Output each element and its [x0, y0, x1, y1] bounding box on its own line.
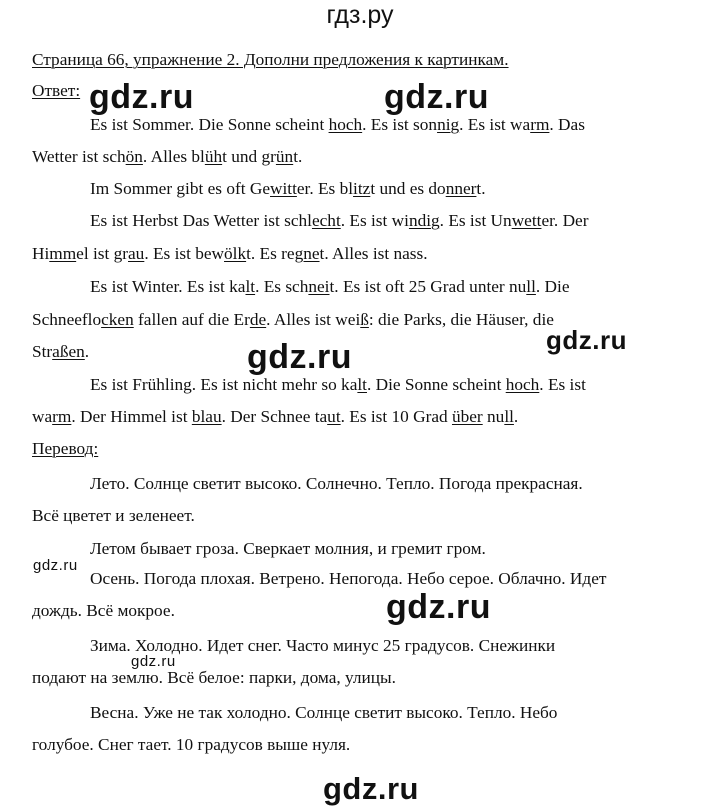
- underlined-letters: nei: [308, 277, 330, 296]
- underlined-letters: ll: [526, 277, 536, 296]
- translation-label: Перевод:: [32, 439, 99, 458]
- answer-label: Ответ:: [32, 81, 81, 100]
- text-segment: . Es ist Un: [439, 211, 512, 230]
- text-segment: t. Es ist oft 25 Grad unter nu: [329, 277, 527, 296]
- text-segment: er. Es bl: [296, 179, 354, 198]
- text-segment: t und es do: [370, 179, 446, 198]
- site-header[interactable]: гдз.ру: [326, 1, 394, 29]
- text-segment: . Das: [549, 115, 585, 134]
- underlined-letters: gne: [294, 244, 320, 263]
- underlined-letters: hoch: [505, 375, 540, 394]
- translation-line: Лето. Солнце светит высоко. Солнечно. Тепло. Погода прекрасная.: [90, 474, 583, 493]
- text-segment: nu: [482, 407, 505, 426]
- text-segment: . Die: [535, 277, 570, 296]
- text-segment: Str: [32, 342, 53, 361]
- answer-line: [90, 375, 586, 395]
- watermark: gdz.ru: [247, 338, 352, 376]
- text-segment: Hi: [32, 244, 50, 263]
- translation-line: дождь. Всё мокрое.: [32, 601, 175, 620]
- translation-line: Осень. Погода плохая. Ветрено. Непогода. Небо серое. Облачно. Идет: [90, 569, 607, 588]
- text-segment: er. Der: [541, 211, 589, 230]
- text-segment: t und gr: [222, 147, 276, 166]
- text-segment: Schneeflo: [32, 310, 102, 329]
- underlined-letters: nig: [437, 115, 460, 134]
- text-segment: fallen auf die Er: [133, 310, 250, 329]
- underlined-letters: blau: [191, 407, 222, 426]
- text-segment: . Der Himmel ist: [71, 407, 192, 426]
- text-segment: t.: [476, 179, 486, 198]
- underlined-letters: echt: [311, 211, 341, 230]
- underlined-letters: ut: [327, 407, 341, 426]
- text-segment: el ist gr: [76, 244, 129, 263]
- text-segment: . Alles ist wei: [266, 310, 361, 329]
- watermark: gdz.ru: [546, 325, 627, 355]
- task-title: Страница 66, упражнение 2. Дополни предложения к картинкам.: [32, 50, 509, 69]
- translation-line: Всё цветет и зеленеет.: [32, 506, 195, 525]
- underlined-letters: rm: [52, 407, 72, 426]
- translation-line: голубое. Снег тает. 10 градусов выше нуля.: [32, 735, 351, 754]
- underlined-letters: witt: [270, 179, 297, 198]
- underlined-letters: cken: [101, 310, 134, 329]
- underlined-letters: ndig: [408, 211, 440, 230]
- text-segment: . Es ist bew: [144, 244, 225, 263]
- underlined-letters: rm: [530, 115, 550, 134]
- watermark: gdz.ru: [33, 557, 78, 574]
- watermark: gdz.ru: [131, 653, 176, 670]
- text-segment: . Es sch: [255, 277, 309, 296]
- underlined-letters: hoch: [328, 115, 363, 134]
- watermark: gdz.ru: [384, 78, 489, 116]
- text-segment: Im Sommer gibt es oft Ge: [90, 179, 270, 198]
- text-segment: . Der Schnee ta: [221, 407, 328, 426]
- watermark: gdz.ru: [386, 588, 491, 626]
- underlined-letters: ün: [275, 147, 294, 166]
- translation-line: Зима. Холодно. Идет снег. Часто минус 25 градусов. Снежинки: [90, 636, 556, 655]
- text-segment: Es ist Herbst Das Wetter ist schl: [90, 211, 312, 230]
- text-segment: t. Alles ist nass.: [319, 244, 428, 263]
- text-segment: : die Parks, die Häuser, die: [368, 310, 554, 329]
- watermark: gdz.ru: [89, 78, 194, 116]
- text-segment: t. Es re: [246, 244, 295, 263]
- text-segment: . Es ist son: [362, 115, 438, 134]
- watermark: gdz.ru: [323, 771, 419, 806]
- underlined-letters: ll: [504, 407, 514, 426]
- text-segment: . Es ist: [539, 375, 586, 394]
- text-segment: wa: [32, 407, 53, 426]
- text-segment: . Es ist wi: [340, 211, 409, 230]
- underlined-letters: de: [249, 310, 267, 329]
- answer-line: [32, 147, 302, 167]
- underlined-letters: itz: [353, 179, 371, 198]
- text-segment: Es ist Winter. Es ist ka: [90, 277, 246, 296]
- text-segment: t.: [293, 147, 303, 166]
- text-segment: . Es ist 10 Grad: [340, 407, 452, 426]
- answer-line: [90, 115, 585, 135]
- text-segment: Wetter ist sch: [32, 147, 126, 166]
- underlined-letters: nner: [445, 179, 477, 198]
- text-segment: Es ist Frühling. Es ist nicht mehr so ka: [90, 375, 358, 394]
- answer-line: [90, 277, 570, 297]
- answer-line: [90, 179, 486, 199]
- underlined-letters: ß: [360, 310, 369, 329]
- translation-line: Летом бывает гроза. Сверкает молния, и гремит гром.: [90, 539, 486, 558]
- underlined-letters: üh: [204, 147, 223, 166]
- text-segment: Es ist Sommer. Die Sonne scheint: [90, 115, 329, 134]
- text-segment: . Es ist wa: [459, 115, 531, 134]
- text-segment: .: [84, 342, 90, 361]
- answer-line: [32, 342, 89, 362]
- underlined-letters: ölk: [224, 244, 247, 263]
- underlined-letters: über: [451, 407, 483, 426]
- underlined-letters: au: [128, 244, 145, 263]
- underlined-letters: mm: [49, 244, 77, 263]
- underlined-letters: ön: [125, 147, 143, 166]
- translation-line: Весна. Уже не так холодно. Солнце светит высоко. Тепло. Небо: [90, 703, 558, 722]
- text-segment: .: [513, 407, 519, 426]
- answer-line: [32, 310, 554, 330]
- text-segment: . Alles bl: [142, 147, 205, 166]
- underlined-letters: aßen: [52, 342, 85, 361]
- underlined-letters: lt: [357, 375, 367, 394]
- answer-line: [32, 407, 518, 427]
- answer-line: [32, 244, 428, 264]
- translation-line: подают на землю. Всё белое: парки, дома, улицы.: [32, 668, 396, 687]
- underlined-letters: wett: [511, 211, 542, 230]
- answer-line: [90, 211, 588, 231]
- text-segment: . Die Sonne scheint: [366, 375, 506, 394]
- underlined-letters: lt: [245, 277, 256, 296]
